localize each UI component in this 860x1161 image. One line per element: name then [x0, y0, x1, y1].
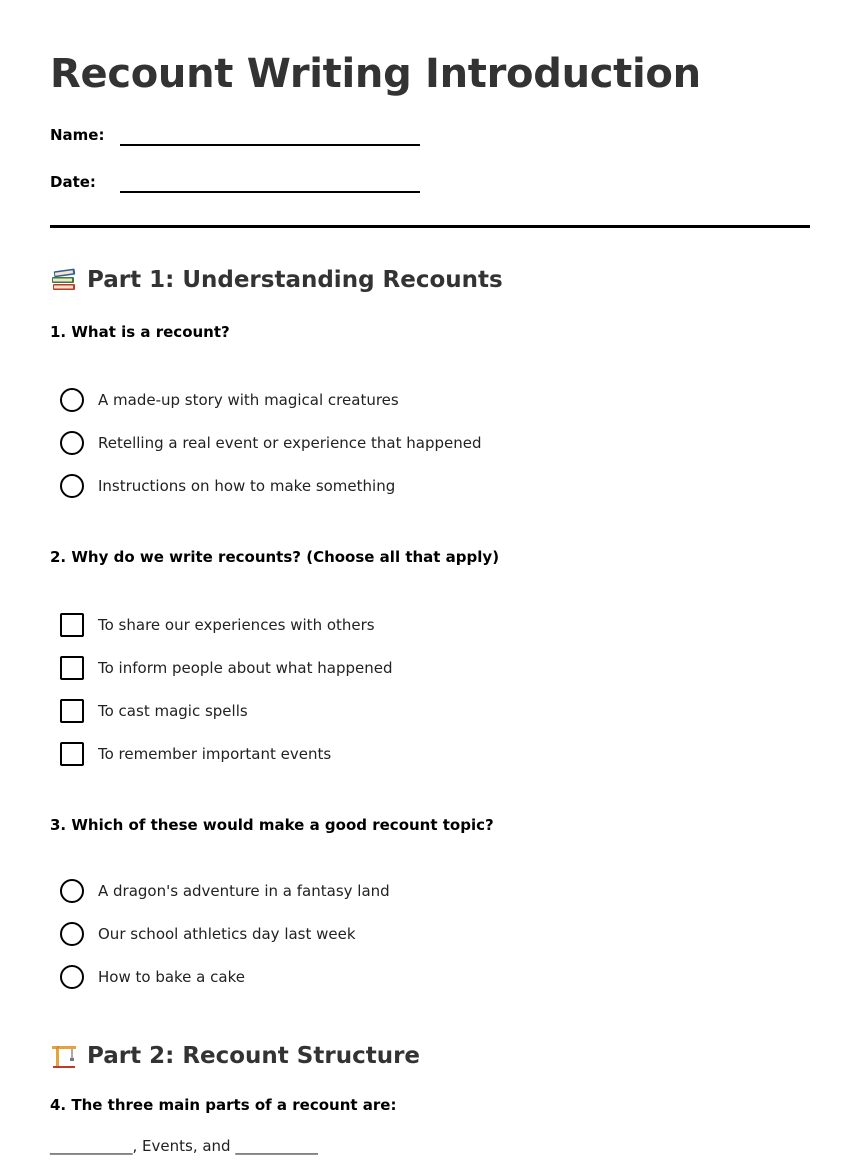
q2-option-3[interactable] — [50, 689, 810, 732]
crane-icon — [50, 1042, 78, 1070]
q2-option-2[interactable] — [50, 646, 810, 689]
radio-button[interactable] — [60, 431, 84, 455]
q2-option-1[interactable] — [50, 603, 810, 646]
checkbox[interactable] — [60, 656, 84, 680]
option-label: How to bake a cake — [98, 967, 245, 986]
q2-option-4[interactable] — [50, 732, 810, 775]
q1-option-2[interactable] — [50, 421, 810, 464]
part1-heading — [50, 266, 810, 294]
q3-option-1[interactable] — [50, 869, 810, 912]
radio-button[interactable] — [60, 388, 84, 412]
part2-heading-text: Part 2: Recount Structure — [87, 1043, 421, 1069]
q3-option-2[interactable] — [50, 912, 810, 955]
option-label: A dragon's adventure in a fantasy land — [98, 881, 390, 900]
option-label: Retelling a real event or experience that happened — [98, 433, 482, 452]
books-icon — [50, 266, 78, 294]
option-label: A made-up story with magical creatures — [98, 390, 399, 409]
date-input-line[interactable] — [120, 191, 420, 193]
radio-button[interactable] — [60, 879, 84, 903]
question-4-fill-blank[interactable]: ___________, Events, and ___________ — [50, 1137, 318, 1155]
name-input-line[interactable] — [120, 144, 420, 146]
radio-button[interactable] — [60, 922, 84, 946]
question-1: 1. What is a recount? — [50, 323, 230, 341]
name-label: Name: — [50, 126, 105, 144]
option-label: To cast magic spells — [98, 701, 248, 720]
option-label: Instructions on how to make something — [98, 476, 396, 495]
date-field-row — [50, 169, 810, 191]
radio-button[interactable] — [60, 474, 84, 498]
question-2: 2. Why do we write recounts? (Choose all that apply) — [50, 548, 500, 566]
page-title: Recount Writing Introduction — [50, 51, 701, 97]
question-3-options — [50, 869, 810, 998]
name-field-row — [50, 122, 810, 144]
q1-option-3[interactable] — [50, 464, 810, 507]
q3-option-3[interactable] — [50, 955, 810, 998]
option-label: Our school athletics day last week — [98, 924, 356, 943]
option-label: To share our experiences with others — [98, 615, 375, 634]
part1-heading-text: Part 1: Understanding Recounts — [87, 267, 503, 293]
checkbox[interactable] — [60, 699, 84, 723]
option-label: To remember important events — [98, 744, 332, 763]
checkbox[interactable] — [60, 742, 84, 766]
header-divider — [50, 225, 810, 228]
question-1-options — [50, 378, 810, 507]
checkbox[interactable] — [60, 613, 84, 637]
question-2-options — [50, 603, 810, 775]
radio-button[interactable] — [60, 965, 84, 989]
question-3: 3. Which of these would make a good recount topic? — [50, 816, 494, 834]
date-label: Date: — [50, 173, 96, 191]
part2-heading — [50, 1042, 810, 1070]
option-label: To inform people about what happened — [98, 658, 393, 677]
question-4: 4. The three main parts of a recount are: — [50, 1096, 397, 1114]
q1-option-1[interactable] — [50, 378, 810, 421]
